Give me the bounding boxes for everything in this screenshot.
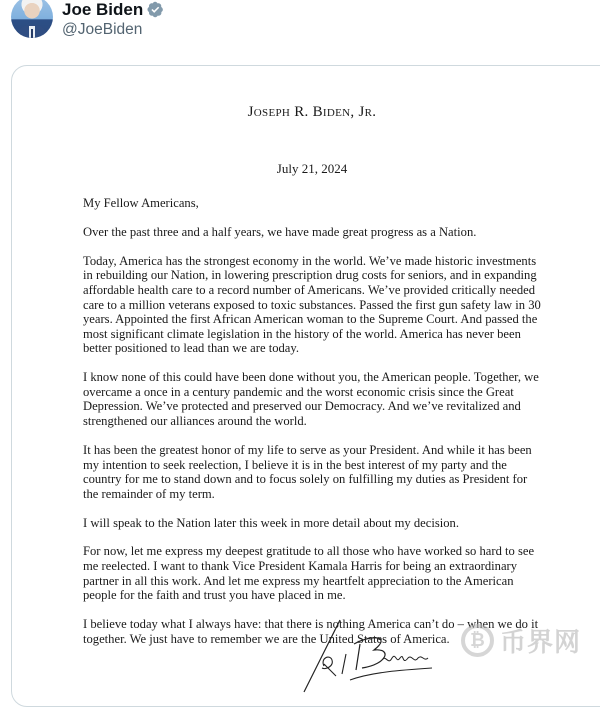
letter-paragraph: For now, let me express my deepest gratitude to all those who have worked so hard to see me reelected. I want to thank Vice President Kamala Harris for being an extraordinary partner in all this work. And let me express my heartfelt appreciation to the American people for the faith and trust you have placed in me. xyxy=(83,544,535,603)
watermark-logo xyxy=(461,620,600,660)
watermark-text: 币界网 xyxy=(500,627,582,658)
letter-paragraph: I know none of this could have been done without you, the American people. Together, we overcame a once in a century pandemic and the worst economic crisis since the Great Depression. We’ve protected and preserved our Democracy. And we’ve revitalized and strengthened our alliances around the world. xyxy=(83,370,539,429)
letter-document xyxy=(12,66,600,686)
author-name-row[interactable] xyxy=(62,0,164,20)
author-handle[interactable]: @JoeBiden xyxy=(62,21,143,38)
signature-icon xyxy=(302,614,442,694)
author-name[interactable]: Joe Biden xyxy=(62,0,144,19)
bitcoin-icon: ₿ xyxy=(461,624,494,657)
letterhead: Joseph R. Biden, Jr. xyxy=(247,104,377,120)
avatar-tie xyxy=(31,29,33,38)
letter-paragraph: It has been the greatest honor of my life to serve as your President. And while it has been my intention to seek reelection, I believe it is in the best interest of my party and the country for me to stand down and to focus solely on fulfilling my duties as President for the remainder of my term. xyxy=(83,442,532,501)
media-attachment[interactable] xyxy=(11,65,600,707)
avatar[interactable] xyxy=(11,0,53,38)
verified-badge-icon[interactable] xyxy=(147,1,164,18)
post-header xyxy=(0,0,600,50)
letter-body xyxy=(83,196,543,661)
letter-date: July 21, 2024 xyxy=(276,161,348,176)
letter-paragraph: I believe today what I always have: that there is nothing America can’t do – when we do it together. We just have to remember we are the United States of America. xyxy=(83,617,539,646)
salutation: My Fellow Americans, xyxy=(83,196,199,210)
letter-paragraph: I will speak to the Nation later this week in more detail about my decision. xyxy=(83,515,459,530)
letter-paragraph: Today, America has the strongest economy in the world. We’ve made historic investments in rebuilding our Nation, in lowering prescription drug costs for seniors, and in expanding affordable health care to a record number of Americans. We’ve provided critically needed care to a million veterans exposed to toxic substances. Passed the first gun safety law in 30 years. Appointed the first African American woman to the Supreme Court. And passed the most significant climate legislation in the history of the world. America has never been better positioned to lead than we are today. xyxy=(83,253,541,356)
letter-paragraph: Over the past three and a half years, we have made great progress as a Nation. xyxy=(83,224,477,239)
